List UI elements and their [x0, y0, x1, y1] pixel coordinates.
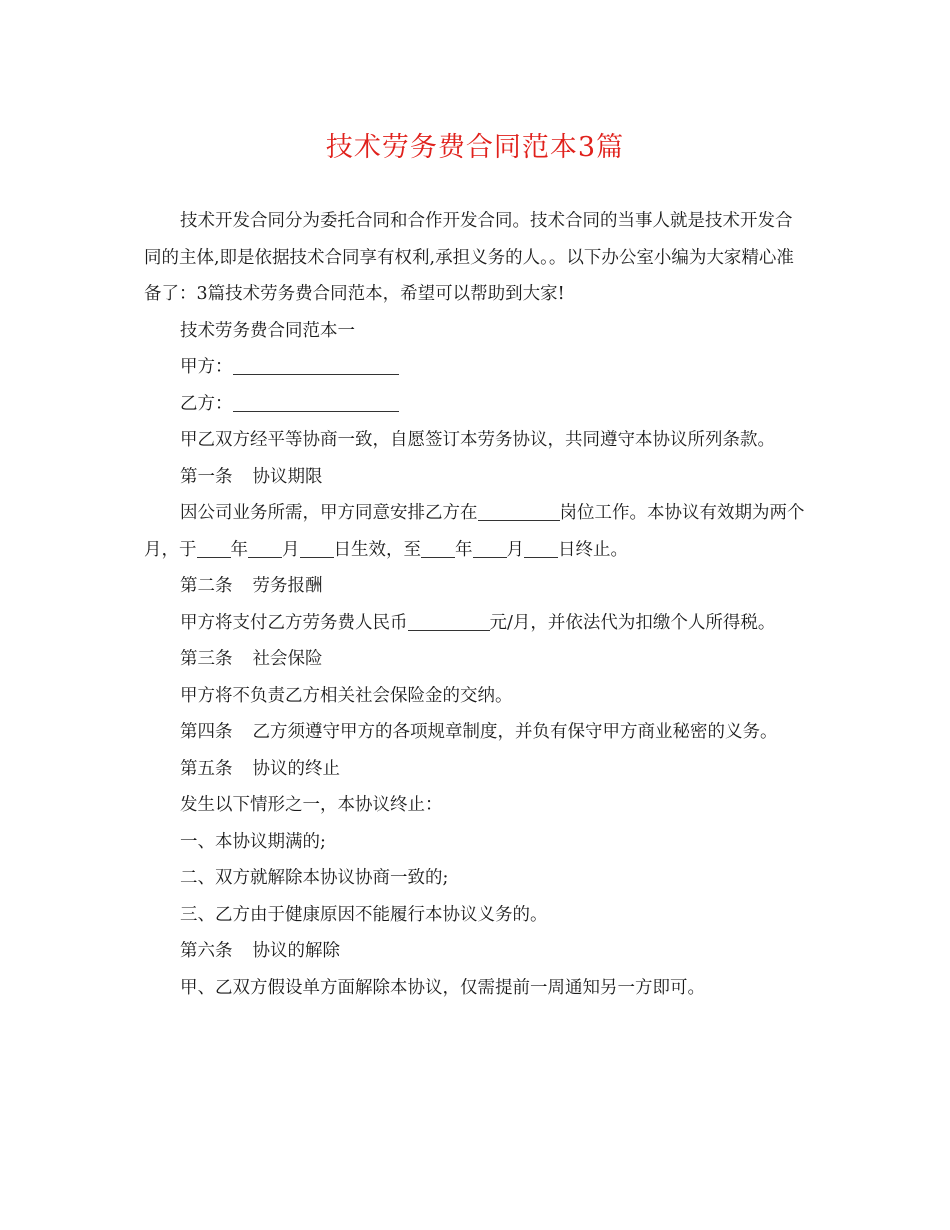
- intro-paragraph: 技术开发合同分为委托合同和合作开发合同。技术合同的当事人就是技术开发合同的主体,即是依据技术合同享有权利,承担义务的人。。以下办公室小编为大家精心准备了：3篇技术劳务费合同范本，希望可以帮助到大家!: [144, 211, 794, 304]
- start-year-blank: [197, 537, 231, 558]
- article-5-title: 协议的终止: [252, 758, 340, 779]
- article-3-text: 甲方将不负责乙方相关社会保险金的交纳。: [180, 685, 513, 706]
- document-body: [144, 203, 806, 1006]
- article-1-text-part1: 因公司业务所需，甲方同意安排乙方在: [180, 503, 478, 523]
- article-3-label: 第三条: [180, 649, 233, 669]
- party-a-blank: [233, 354, 399, 375]
- article-5-heading: [144, 751, 806, 788]
- article-4-title: 乙方须遵守甲方的各项规章制度，并负有保守甲方商业秘密的义务。: [252, 722, 778, 742]
- list-item: 二、双方就解除本协议协商一致的;: [180, 868, 449, 888]
- article-2-heading: [144, 568, 806, 605]
- article-6-label: 第六条: [180, 941, 233, 961]
- position-blank: [478, 500, 560, 521]
- document-title: 技术劳务费合同范本3篇: [325, 132, 625, 163]
- article-2-text-part2: 元/月，并依法代为扣缴个人所得税。: [489, 612, 776, 633]
- start-month-blank: [248, 537, 282, 558]
- party-b-line: [144, 386, 806, 423]
- article-1-text-part2: 岗位工作。本协议有效期为两个月，于: [144, 503, 805, 560]
- article-2-text: [144, 605, 806, 642]
- article-5-label: 第五条: [180, 758, 233, 779]
- agreement-intro: 甲乙双方经平等协商一致，自愿签订本劳务协议，共同遵守本协议所列条款。: [180, 430, 775, 450]
- article-6-heading: [144, 933, 806, 970]
- article-1-label: 第一条: [180, 466, 233, 487]
- article-2-text-part1: 甲方将支付乙方劳务费人民币: [180, 612, 408, 633]
- section-heading: 技术劳务费合同范本一: [180, 320, 355, 341]
- month-label: 月: [282, 539, 300, 560]
- fee-blank: [408, 610, 490, 631]
- party-a-label: 甲方：: [180, 357, 233, 377]
- article-4-heading: [144, 714, 806, 751]
- article-1-text: [144, 495, 806, 568]
- list-item: 一、本协议期满的;: [180, 831, 326, 852]
- party-a-line: [144, 349, 806, 386]
- article-5-intro: 发生以下情形之一，本协议终止：: [180, 795, 443, 815]
- article-4-label: 第四条: [180, 722, 233, 742]
- end-label: 日终止。: [558, 539, 628, 560]
- party-b-label: 乙方：: [180, 393, 233, 414]
- end-day-blank: [524, 537, 558, 558]
- start-day-blank: [300, 537, 334, 558]
- article-6-text: 甲、乙双方假设单方面解除本协议，仅需提前一周通知另一方即可。: [180, 977, 705, 998]
- party-b-blank: [233, 391, 399, 412]
- article-1-heading: [144, 459, 806, 496]
- article-2-label: 第二条: [180, 576, 233, 596]
- article-6-title: 协议的解除: [252, 941, 340, 961]
- article-1-title: 协议期限: [252, 466, 323, 487]
- month-label: 月: [506, 539, 524, 560]
- list-item: 三、乙方由于健康原因不能履行本协议义务的。: [180, 904, 548, 925]
- year-label: 年: [230, 539, 248, 560]
- end-year-blank: [421, 537, 455, 558]
- end-month-blank: [473, 537, 507, 558]
- year-label: 年: [455, 539, 473, 560]
- article-2-title: 劳务报酬: [252, 576, 323, 596]
- article-3-title: 社会保险: [252, 649, 323, 669]
- article-3-heading: [144, 641, 806, 678]
- effective-label: 日生效，至: [333, 539, 421, 560]
